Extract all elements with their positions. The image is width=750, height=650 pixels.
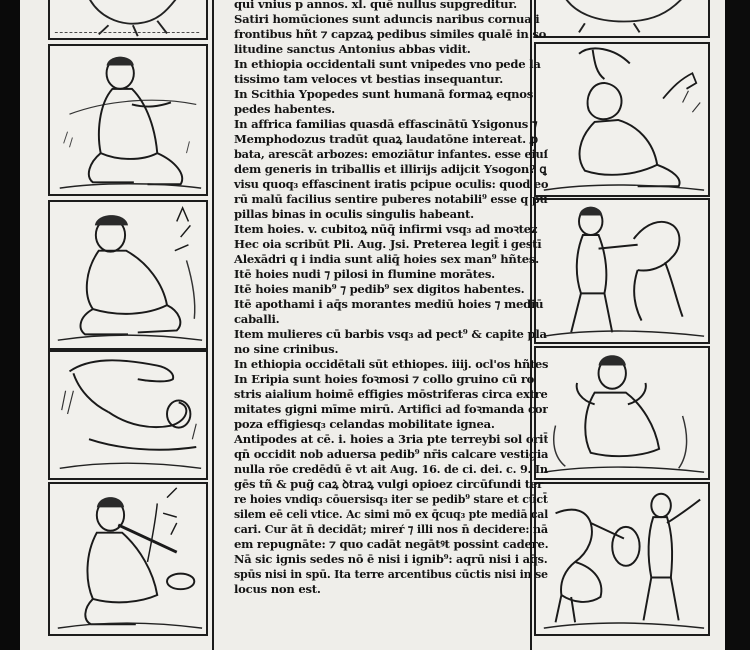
woodcut-seated-man-gesturing	[534, 346, 710, 480]
woodcut-man-with-horse	[534, 198, 710, 344]
text-line: Item hoies. v. cubitoꝝ nūq̄ infirmi vsq₃ ad moꝛtez	[234, 222, 538, 236]
text-line: tissimo tam veloces vt bestias insequantur.	[234, 72, 503, 86]
text-line: Itē hoies manib⁹ ⁊ pedib⁹ sex digitos habentes.	[234, 282, 525, 296]
text-line: cari. Cur āt n̄ decidāt; mireŕ ⁊ illi nos n̄ decidere: nā	[234, 522, 548, 536]
text-line: no sine crinibus.	[234, 342, 339, 356]
text-line: nulla rōe credēdū ē vt ait Aug. 16. de ci. dei. c. 9. In	[234, 462, 548, 476]
text-line: pillas binas in oculis singulis habeant.	[234, 207, 474, 221]
text-line: In ethiopia occidentali sunt vnipedes vno pede la	[234, 57, 541, 71]
text-line: Itē hoies nudi ⁊ pilosi in flumine morātes.	[234, 267, 495, 281]
text-line: Itē apothami i aq̄s morantes mediū hoies ⁊ mediū	[234, 297, 544, 311]
woodcut-seated-man	[48, 44, 208, 196]
woodcut-crane-men-fighting	[534, 482, 710, 636]
text-line: qui vnius p annos. xl. quē nullus supgreditur.	[234, 0, 517, 11]
text-line: In Eripia sunt hoies foꝛmosi ⁊ collo gruino cū ro	[234, 372, 535, 386]
text-line: frontibus hñt ⁊ capzaꝝ pedibus similes qualē in so	[234, 27, 547, 41]
text-line: Alexādri q i india sunt aliq̄ hoies sex man⁹ hñtes.	[234, 252, 539, 266]
text-line: Memphodozus tradūt quaꝝ laudatōne intereat. ꝓ	[234, 132, 538, 146]
text-line: litudine sanctus Antonius abbas vidit.	[234, 42, 471, 56]
woodcut-figure-top-left	[48, 0, 208, 40]
text-line: locus non est.	[234, 582, 321, 596]
scan-margin-right	[725, 0, 750, 650]
text-line: Item mulieres cū barbis vsq₃ ad pect⁹ & capite pla	[234, 327, 547, 341]
woodcut-sciapod-legs-raised	[48, 350, 208, 480]
text-line: Satiri homūciones sunt aduncis naribus cornua i	[234, 12, 540, 26]
text-line: Nā sic ignis sedes nō ē nisi i ignib⁹: aqrū nisi i aq̄s.	[234, 552, 548, 566]
text-line: visu quoq₃ effascinent iratis pcipue oculis: quod eo	[234, 177, 548, 191]
text-line: dem generis in triballis et illirijs adijcit Ysogon? ꝗ	[234, 162, 547, 176]
book-page	[20, 0, 725, 650]
text-line: qn̄ occidit nob aduersa pedib⁹ nr̄is calcare vestigia	[234, 447, 548, 461]
text-line: gēs tñ & pug̃ caꝝ ꝺtraꝝ vulgi opioez circūfundi ter	[234, 477, 543, 491]
woodcut-flute-player	[48, 482, 208, 636]
text-column	[216, 0, 548, 650]
text-line: poza effigiesq₃ celandas mobilitate ignea.	[234, 417, 495, 431]
text-line: In Scithia Ypopedes sunt humanā formaꝝ eqnos	[234, 87, 534, 101]
text-line: Hec oia scribūt Pli. Aug. Jsi. Preterea legit̄ i gestī	[234, 237, 542, 251]
text-line: stris aialium hoimē effigies mōstriferas circa extre	[234, 387, 548, 401]
text-line: bata, arescāt arbozes: emoziātur infantes. esse eiuſ	[234, 147, 548, 161]
text-line: rū malū facilius sentire puberes notabili⁹ esse q pu	[234, 192, 548, 206]
text-line: silem eē celi vtice. Ac simi mō ex q̄cuq₃ pte mediā cal	[234, 507, 548, 521]
text-line: mitates gigni mīme mirū. Artifici ad foꝛmanda cor	[234, 402, 548, 416]
woodcut-figure-top-right	[534, 0, 710, 38]
text-line: re hoies vndiq₃ cōuersisq₃ iter se pedib⁹ stare et cūct̄	[234, 492, 548, 506]
text-line: caballi.	[234, 312, 280, 326]
woodcut-satyr	[534, 42, 710, 197]
text-line: Antipodes at cē. i. hoies a 3ria pte terreybi sol orit̄	[234, 432, 548, 446]
text-line: spūs nisi in spū. Ita terre arcentibus cūctis nisi in se	[234, 567, 548, 581]
text-line: pedes habentes.	[234, 102, 335, 116]
text-line: In affrica familias quasdā effascinātū Ysigonus ⁊	[234, 117, 538, 131]
text-line: em repugnāte: ⁊ quo cadāt negātꝰt possint cadere.	[234, 537, 548, 551]
scan-margin-left	[0, 0, 20, 650]
column-rule-left	[212, 0, 214, 650]
woodcut-reclining-figure	[48, 200, 208, 350]
text-line: In ethiopia occidētali sūt ethiopes. iiij. ocl'os hñtes	[234, 357, 548, 371]
